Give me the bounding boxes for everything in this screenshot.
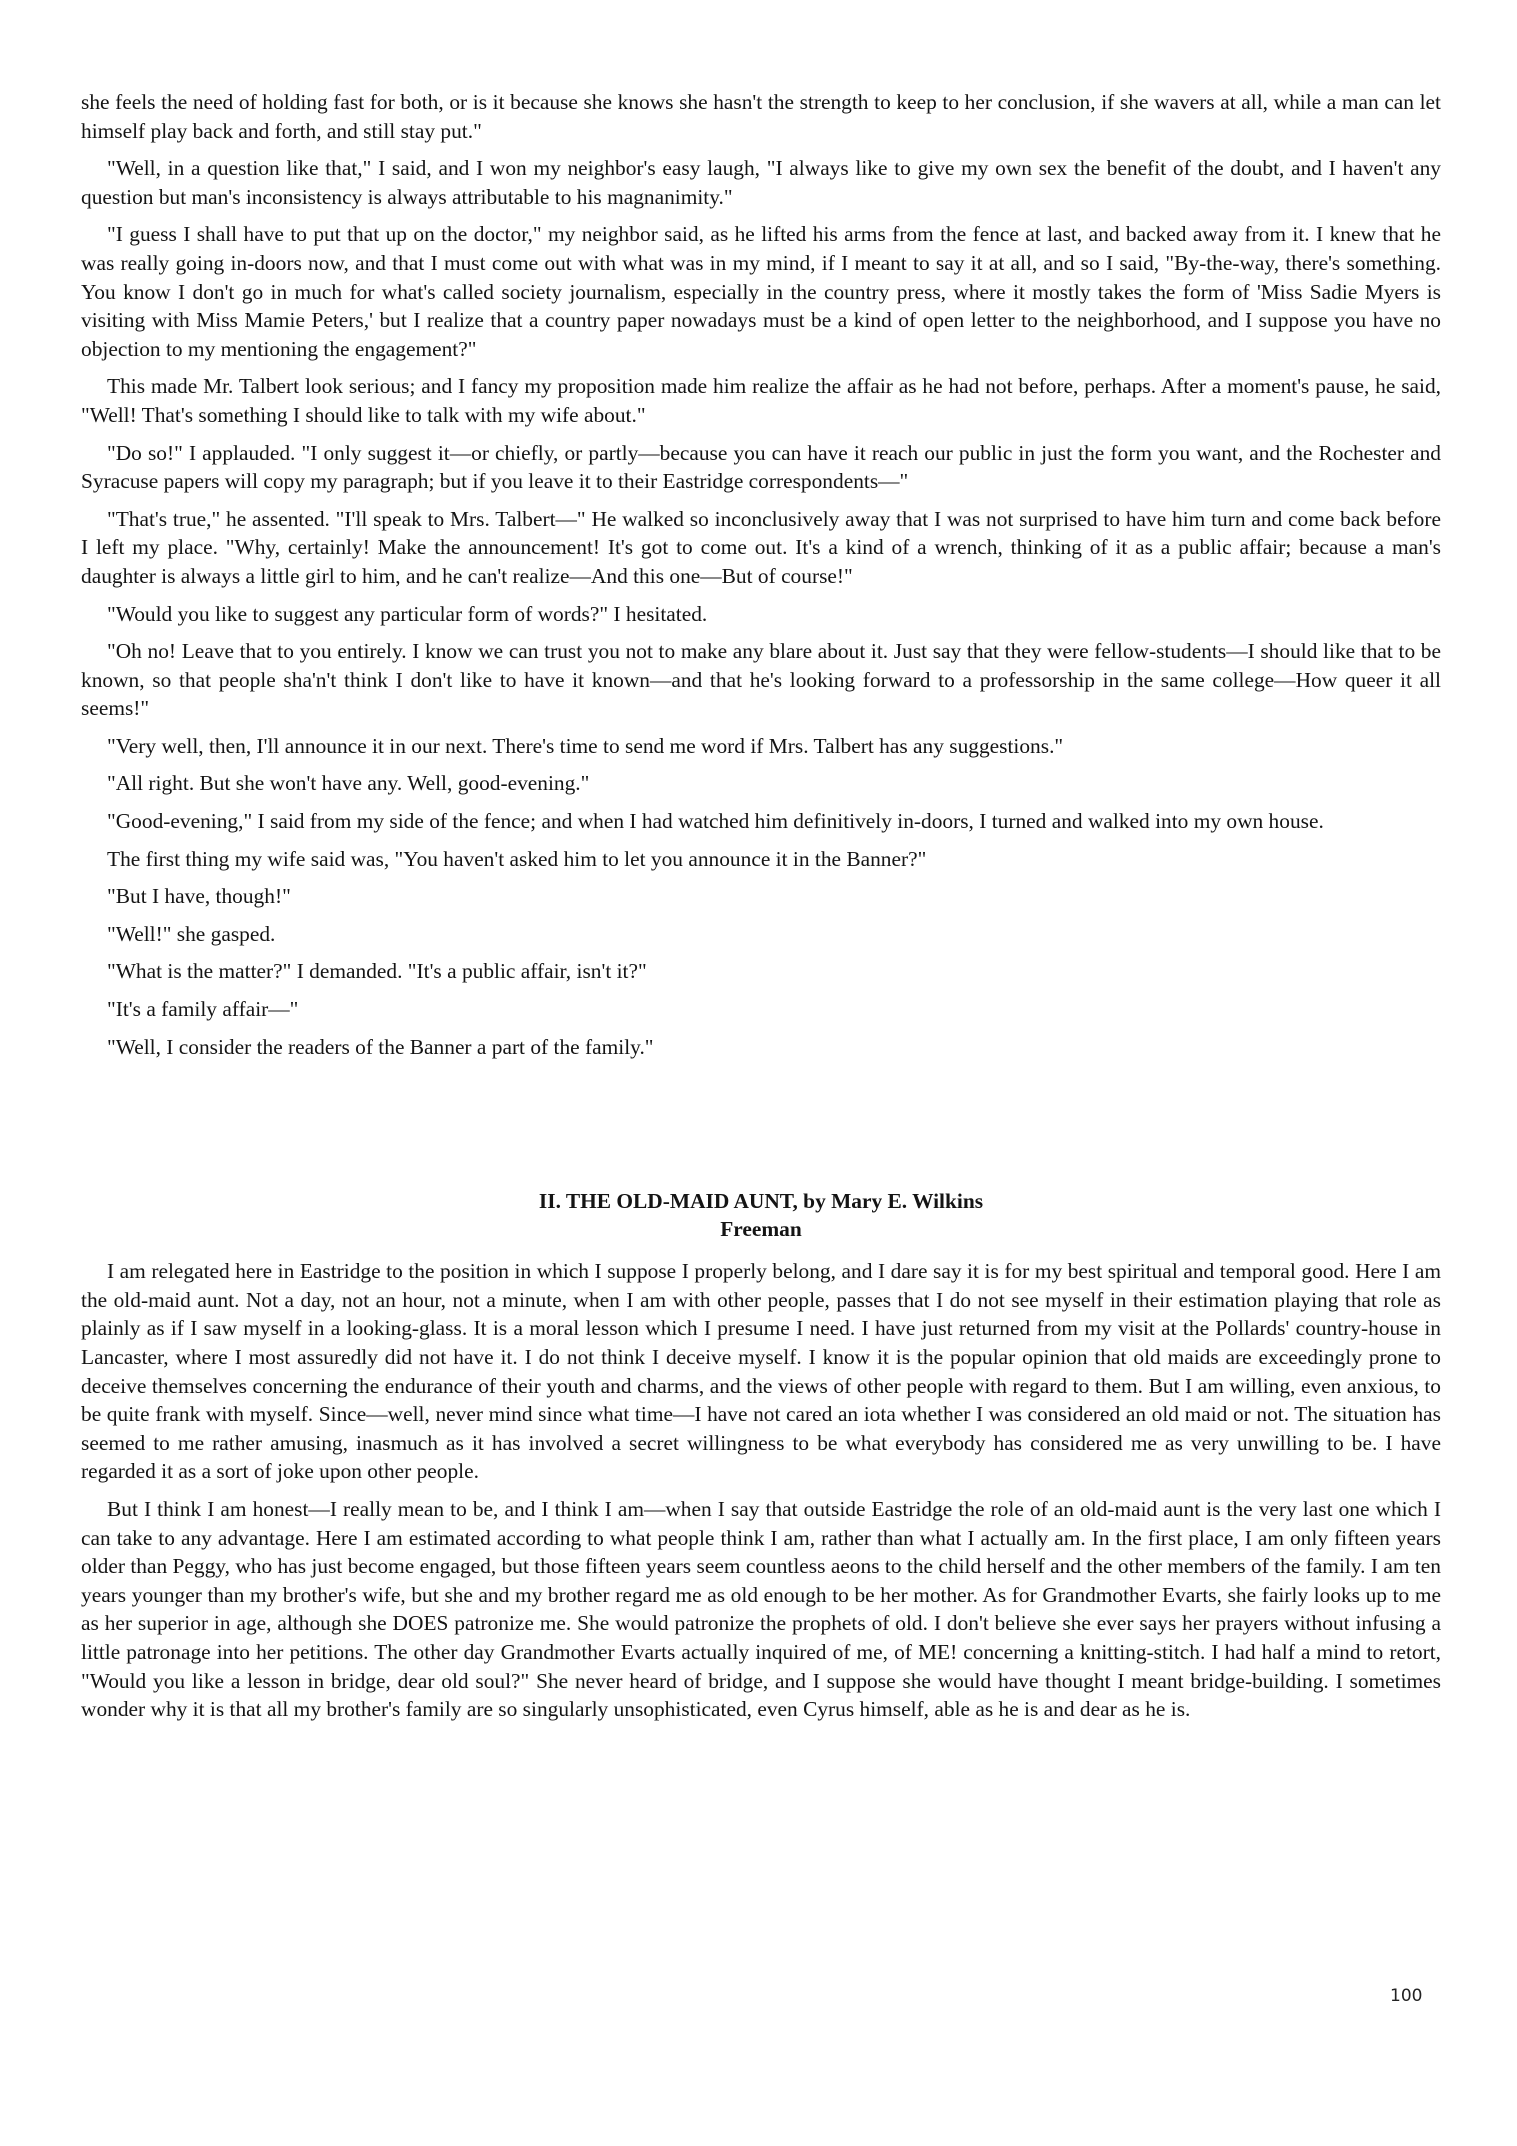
paragraph: "Would you like to suggest any particular form of words?" I hesitated. [107, 601, 708, 626]
paragraph: she feels the need of holding fast for both, or is it because she knows she hasn't the strength to keep to her conclusion, if she wavers at all, while a man can let himself play back and forth, and still stay put." [81, 90, 1441, 143]
page-number: 100 [1390, 1986, 1423, 2006]
story-section-part1 [81, 88, 1441, 1061]
paragraph: "I guess I shall have to put that up on the doctor," my neighbor said, as he lifted his arms from the fence at last, and backed away from it. I knew that he was really going in-doors now, and that I must come out with what was in my mind, if I meant to say it at all, and so I said, "By-the-way, there's something. You know I don't go in much for what's called society journalism, especially in the country press, where it mostly takes the form of 'Miss Sadie Myers is visiting with Miss Mamie Peters,' but I realize that a country paper nowadays must be a kind of open letter to the neighborhood, and I suppose you have no objection to my mentioning the engagement?" [81, 222, 1441, 361]
chapter-title-line: Freeman [720, 1217, 802, 1242]
story-section-part2 [81, 1257, 1441, 1724]
paragraph: I am relegated here in Eastridge to the position in which I suppose I properly belong, and I dare say it is for my best spiritual and temporal good. Here I am the old-maid aunt. Not a day, not an hour, not a minute, when I am with other people, passes that I do not see myself in their estimation playing that role as plainly as if I saw myself in a looking-glass. It is a moral lesson which I presume I need. I have just returned from my visit at the Pollards' country-house in Lancaster, where I most assuredly did not have it. I do not think I deceive myself. I know it is the popular opinion that old maids are exceedingly prone to deceive themselves concerning the endurance of their youth and charms, and the views of other people with regard to them. But I am willing, even anxious, to be quite frank with myself. Since—well, never mind since what time—I have not cared an iota whether I was considered an old maid or not. The situation has seemed to me rather amusing, inasmuch as it has involved a secret willingness to be what everybody has considered me as very unwilling to be. I have regarded it as a sort of joke upon other people. [81, 1259, 1441, 1484]
paragraph: "But I have, though!" [107, 884, 291, 909]
document-page [81, 88, 1441, 1733]
chapter-title-line: II. THE OLD-MAID AUNT, by Mary E. Wilkins [538, 1189, 984, 1214]
paragraph: "Well, in a question like that," I said, and I won my neighbor's easy laugh, "I always like to give my own sex the benefit of the doubt, and I haven't any question but man's inconsistency is always attributable to his magnanimity." [81, 156, 1441, 209]
chapter-title [81, 1187, 1441, 1243]
paragraph: "Do so!" I applauded. "I only suggest it—or chiefly, or partly—because you can have it reach our public in just the form you want, and the Rochester and Syracuse papers will copy my paragraph; but if you leave it to their Eastridge correspondents—" [81, 440, 1441, 494]
paragraph: "What is the matter?" I demanded. "It's a public affair, isn't it?" [107, 959, 647, 984]
paragraph: But I think I am honest—I really mean to be, and I think I am—when I say that outside Eastridge the role of an old-maid aunt is the very last one which I can take to any advantage. Here I am estimated according to what people think I am, rather than what I actually am. In the first place, I am only fifteen years older than Peggy, who has just become engaged, but those fifteen years seem countless aeons to the child herself and the other members of the family. I am ten years younger than my brother's wife, but she and my brother regard me as old enough to be her mother. As for Grandmother Evarts, she fairly looks up to me as her superior in age, although she DOES patronize me. She would patronize the prophets of old. I don't believe she ever says her prayers without infusing a little patronage into her petitions. The other day Grandmother Evarts actually inquired of me, of ME! concerning a knitting-stitch. I had half a mind to retort, "Would you like a lesson in bridge, dear old soul?" She never heard of bridge, and I suppose she would have thought I meant bridge-building. I sometimes wonder why it is that all my brother's family are so singularly unsophisticated, even Cyrus himself, able as he is and dear as he is. [81, 1496, 1441, 1722]
paragraph: "Very well, then, I'll announce it in our next. There's time to send me word if Mrs. Talbert has any suggestions." [107, 733, 1064, 758]
paragraph: "Oh no! Leave that to you entirely. I know we can trust you not to make any blare about it. Just say that they were fellow-students—I should like that to be known, so that people sha'n't think I don't like to have it known—and that he's looking forward to a professorship in the same college—How queer it all seems!" [81, 639, 1441, 721]
paragraph: "Well!" she gasped. [107, 921, 276, 946]
paragraph: "All right. But she won't have any. Well, good-evening." [107, 771, 590, 796]
paragraph: "That's true," he assented. "I'll speak to Mrs. Talbert—" He walked so inconclusively away that I was not surprised to have him turn and come back before I left my place. "Why, certainly! Make the announcement! It's got to come out. It's a kind of a wrench, thinking of it as a public affair; because a man's daughter is always a little girl to him, and he can't realize—And this one—But of course!" [81, 506, 1441, 588]
paragraph: "Good-evening," I said from my side of the fence; and when I had watched him definitively in-doors, I turned and walked into my own house. [107, 809, 1324, 834]
paragraph: "It's a family affair—" [107, 997, 299, 1022]
paragraph: The first thing my wife said was, "You haven't asked him to let you announce it in the Banner?" [107, 846, 927, 871]
paragraph: "Well, I consider the readers of the Banner a part of the family." [107, 1034, 654, 1059]
paragraph: This made Mr. Talbert look serious; and I fancy my proposition made him realize the affair as he had not before, perhaps. After a moment's pause, he said, "Well! That's something I should like to talk with my wife about." [81, 374, 1441, 427]
